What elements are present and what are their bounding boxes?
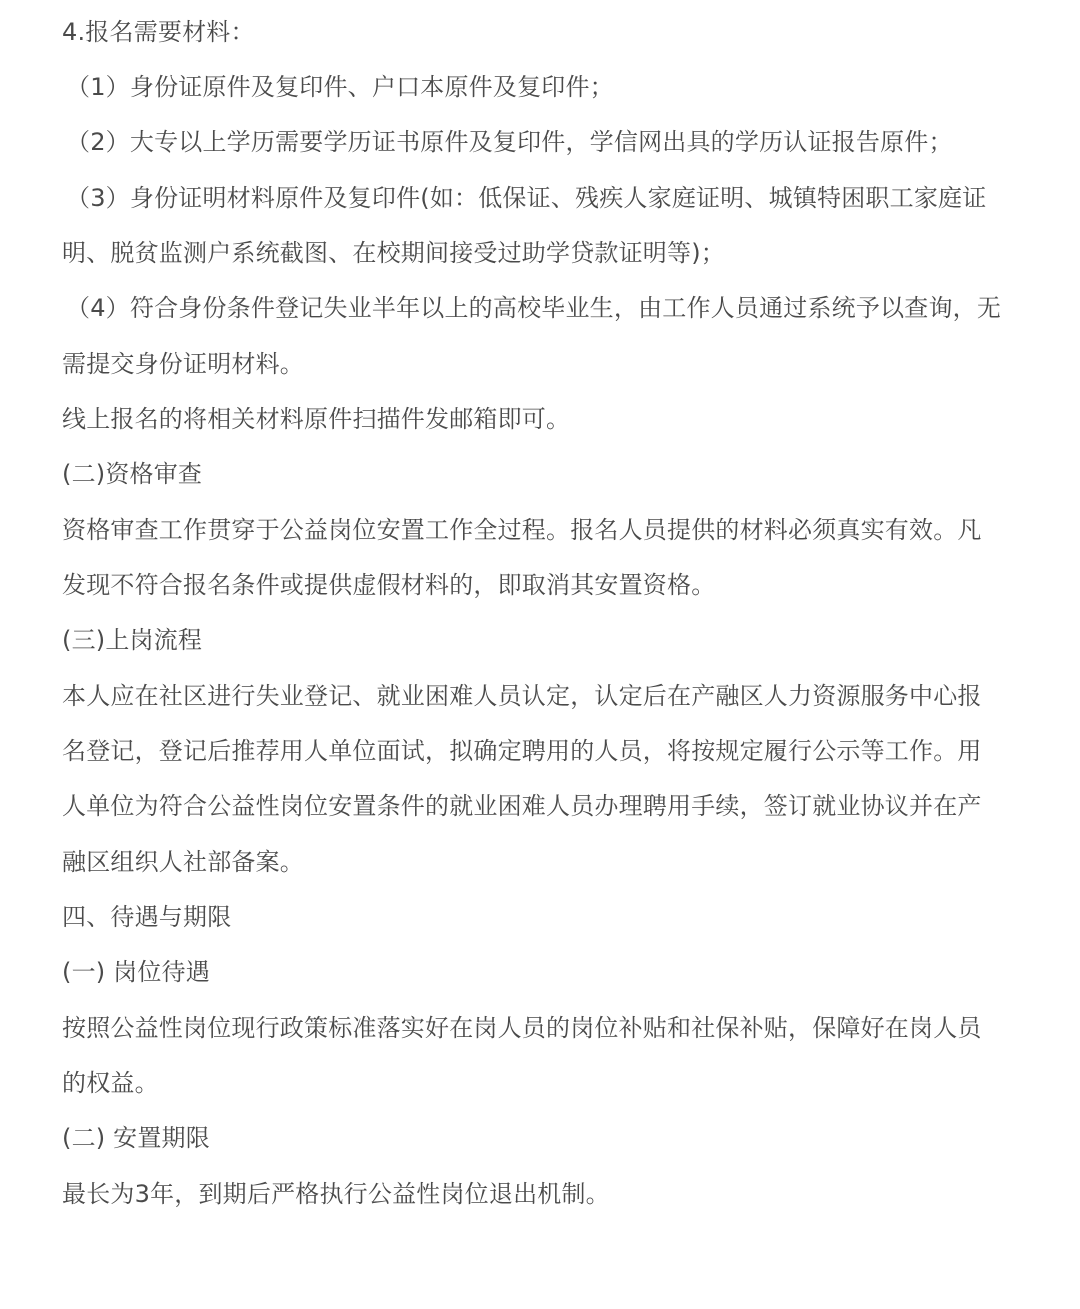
section-heading-onboarding-process: (三)上岗流程 (62, 626, 203, 654)
section-heading-materials: 4.报名需要材料： (62, 18, 255, 46)
paragraph-process-line-1: 本人应在社区进行失业登记、就业困难人员认定，认定后在产融区人力资源服务中心报 (62, 682, 982, 710)
section-heading-qualification-review: (二)资格审查 (62, 460, 203, 488)
paragraph-process-line-2: 名登记，登记后推荐用人单位面试，拟确定聘用的人员，将按规定履行公示等工作。用 (62, 737, 982, 765)
list-item-2: （2）大专以上学历需要学历证书原件及复印件，学信网出具的学历认证报告原件； (66, 128, 953, 156)
paragraph-review-line-1: 资格审查工作贯穿于公益岗位安置工作全过程。报名人员提供的材料必须真实有效。凡 (62, 516, 982, 544)
section-heading-treatment-and-term: 四、待遇与期限 (62, 903, 232, 931)
subsection-heading-position-treatment: (一) 岗位待遇 (62, 958, 210, 986)
paragraph-treatment-line-2: 的权益。 (62, 1069, 159, 1097)
list-item-4-line-1: （4）符合身份条件登记失业半年以上的高校毕业生，由工作人员通过系统予以查询，无 (66, 294, 1002, 322)
paragraph-review-line-2: 发现不符合报名条件或提供虚假材料的，即取消其安置资格。 (62, 571, 716, 599)
paragraph-treatment-line-1: 按照公益性岗位现行政策标准落实好在岗人员的岗位补贴和社保补贴，保障好在岗人员 (62, 1014, 982, 1042)
list-item-1: （1）身份证原件及复印件、户口本原件及复印件； (66, 73, 614, 101)
paragraph-term: 最长为3年，到期后严格执行公益性岗位退出机制。 (62, 1180, 610, 1208)
list-item-4-line-2: 需提交身份证明材料。 (62, 350, 304, 378)
paragraph-process-line-4: 融区组织人社部备案。 (62, 848, 304, 876)
paragraph-online-registration: 线上报名的将相关材料原件扫描件发邮箱即可。 (62, 405, 571, 433)
paragraph-process-line-3: 人单位为符合公益性岗位安置条件的就业困难人员办理聘用手续，签订就业协议并在产 (62, 792, 982, 820)
list-item-3-line-1: （3）身份证明材料原件及复印件(如：低保证、残疾人家庭证明、城镇特困职工家庭证 (66, 184, 987, 212)
list-item-3-line-2: 明、脱贫监测户系统截图、在校期间接受过助学贷款证明等)； (62, 239, 725, 267)
subsection-heading-placement-term: (二) 安置期限 (62, 1124, 210, 1152)
